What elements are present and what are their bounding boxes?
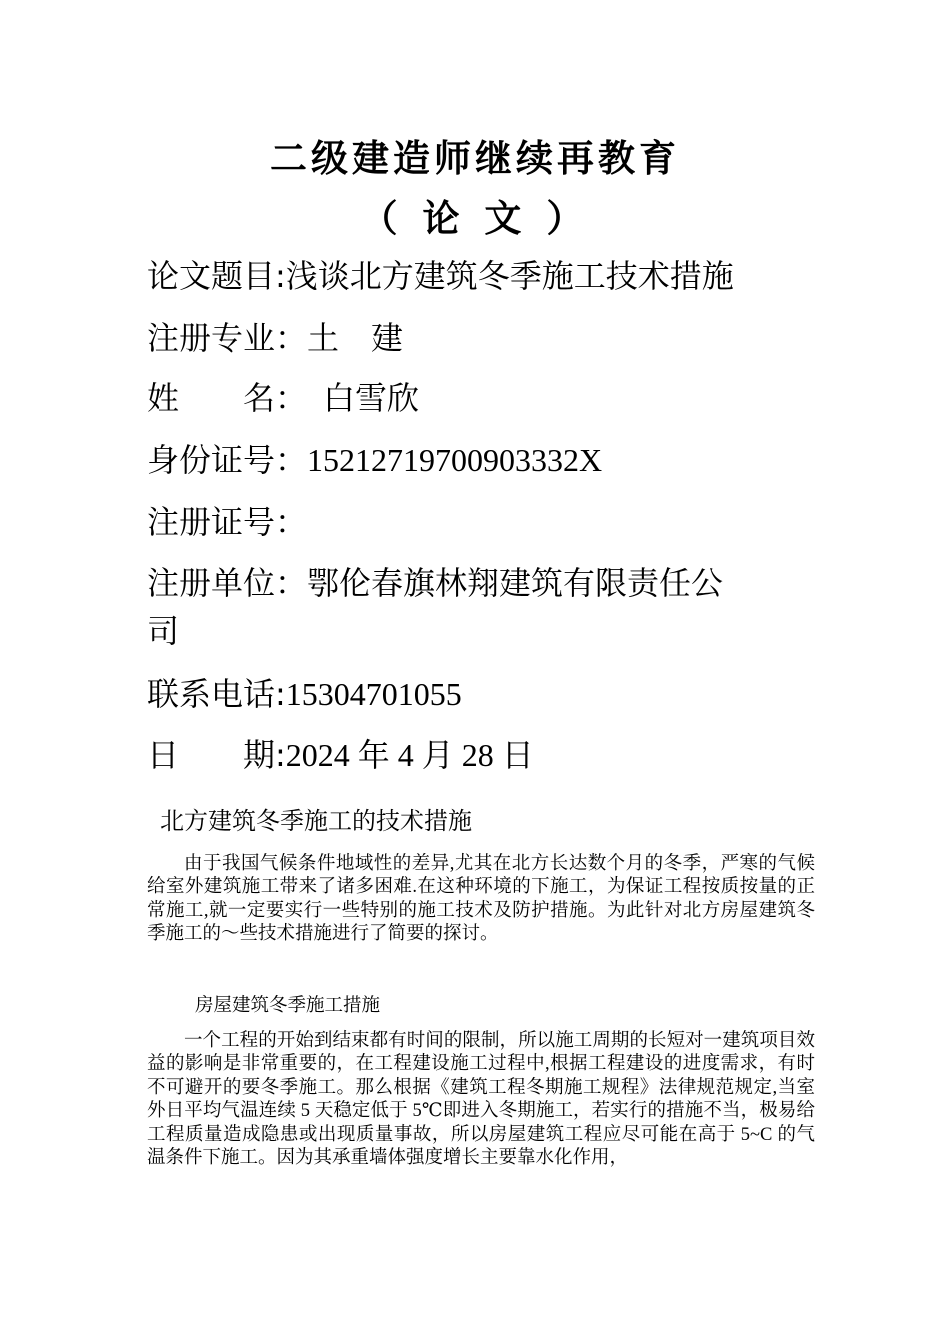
topic-field: 论文题目:浅谈北方建筑冬季施工技术措施 (147, 257, 734, 295)
registration-number-field: 注册证号： (147, 503, 308, 541)
document-title: 二级建造师继续再教育 (270, 137, 680, 180)
phone-field (147, 674, 827, 714)
phone-value: 15304701055 (285, 676, 462, 712)
document-subtitle: （ 论 文 ） (360, 197, 590, 240)
date-field (147, 735, 827, 775)
date-label: 日 期: (147, 736, 286, 774)
registration-unit-line1: 注册单位：鄂伦春旗林翔建筑有限责任公 (147, 564, 724, 602)
paragraph-body: 一个工程的开始到结束都有时间的限制，所以施工周期的长短对一建筑项目效益的影响是非常重要的，在工程建设施工过程中,根据工程建设的进度需求，有时不可避开的要冬季施工。那么根据《建筑工程冬期施工规程》法律规范规定,当室外日平均气温连续 5 天稳定低于 5℃即进入冬期施工，若实行的措施不当，极易给工程质量造成隐患或出现质量事故，所以房屋建筑工程应尽可能在高于 5~C 的气温条件下施工。因为其承重墙体强度增长主要靠水化作用， (147, 1031, 815, 1169)
date-value: 2024 年 4 月 28 日 (285, 737, 534, 773)
registration-unit-line2: 司 (147, 612, 180, 650)
name-field: 姓 名： 白雪欣 (147, 379, 420, 417)
id-number-field (147, 440, 827, 480)
section-heading: 北方建筑冬季施工的技术措施 (160, 807, 472, 835)
id-number-label: 身份证号： (147, 441, 308, 479)
phone-label: 联系电话: (147, 675, 286, 713)
id-number-value: 15212719700903332X (307, 442, 603, 478)
major-field: 注册专业：土 建 (147, 319, 404, 357)
paragraph-intro: 由于我国气候条件地域性的差异,尤其在北方长达数个月的冬季，严寒的气候给室外建筑施工带来了诸多困难.在这种环境的下施工，为保证工程按质按量的正常施工,就一定要实行一些特别的施工技术及防护措施。为此针对北方房屋建筑冬季施工的～些技术措施进行了简要的探讨。 (147, 854, 815, 945)
sub-heading: 房屋建筑冬季施工措施 (195, 996, 381, 1016)
